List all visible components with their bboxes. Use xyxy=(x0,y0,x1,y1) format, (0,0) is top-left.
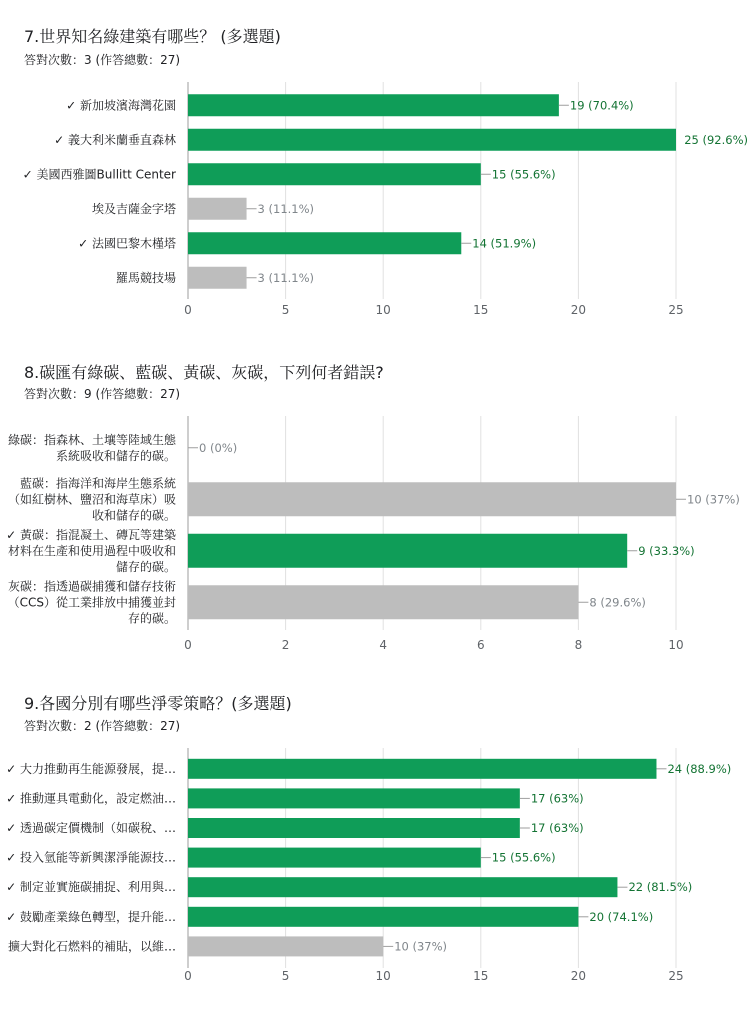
category-label: ✓ 推動運具電動化，設定燃油… xyxy=(6,791,176,806)
data-label: 15 (55.6%) xyxy=(491,167,556,182)
category-label: ✓ 新加坡濱海灣花園 xyxy=(66,98,176,113)
data-label: 3 (11.1%) xyxy=(257,270,315,285)
data-label: 17 (63%) xyxy=(530,821,584,835)
category-label: ✓ 美國西雅圖Bullitt Center xyxy=(22,167,176,182)
x-tick-label: 15 xyxy=(473,303,489,317)
category-label: 系統吸收和儲存的碳。 xyxy=(55,448,176,463)
data-label: 10 (37%) xyxy=(687,492,740,507)
bar xyxy=(188,818,520,838)
category-label: ✓ 法國巴黎木槿塔 xyxy=(78,236,176,251)
bar xyxy=(188,788,520,808)
category-label: ✓ 透過碳定價機制（如碳稅、… xyxy=(6,821,176,835)
x-tick-label: 0 xyxy=(184,969,192,983)
category-label: 擴大對化石燃料的補貼，以維… xyxy=(7,939,176,954)
data-label: 17 (63%) xyxy=(530,791,584,806)
category-label: 灰碳：指透過碳捕獲和儲存技術 xyxy=(7,579,176,594)
x-tick-label: 4 xyxy=(379,638,388,652)
category-label: ✓ 大力推動再生能源發展，提… xyxy=(6,761,176,776)
bar xyxy=(188,936,383,956)
bar xyxy=(188,877,617,897)
x-tick-label: 0 xyxy=(184,303,192,317)
data-label: 0 (0%) xyxy=(199,440,238,455)
x-tick-label: 8 xyxy=(574,638,583,652)
category-label: 羅馬競技場 xyxy=(115,270,176,285)
category-label: 材料在生產和使用過程中吸收和 xyxy=(7,543,176,558)
x-tick-label: 10 xyxy=(375,303,391,317)
category-label: 儲存的碳。 xyxy=(115,559,176,574)
x-tick-label: 25 xyxy=(668,303,684,317)
x-tick-label: 0 xyxy=(184,638,192,652)
question-score: 答對次數：3 (作答總數：27) xyxy=(24,53,181,67)
question-score: 答對次數：9 (作答總數：27) xyxy=(24,387,181,401)
bar xyxy=(188,848,481,868)
bar xyxy=(188,907,578,927)
question-title: 7.世界知名綠建築有哪些？ (多選題) xyxy=(24,27,281,46)
data-label: 10 (37%) xyxy=(394,939,448,954)
data-label: 14 (51.9%) xyxy=(472,236,537,251)
category-label: 存的碳。 xyxy=(127,611,176,626)
x-tick-label: 25 xyxy=(668,969,684,983)
category-label: 收和儲存的碳。 xyxy=(91,508,176,523)
category-label: 綠碳：指森林、土壤等陸域生態 xyxy=(7,432,176,447)
data-label: 15 (55.6%) xyxy=(491,850,556,865)
x-tick-label: 15 xyxy=(473,969,489,983)
x-tick-label: 5 xyxy=(281,969,290,983)
data-label: 24 (88.9%) xyxy=(667,761,732,776)
x-tick-label: 20 xyxy=(570,969,587,983)
category-label: ✓ 義大利米蘭垂直森林 xyxy=(54,132,176,147)
data-label: 8 (29.6%) xyxy=(589,595,646,610)
x-tick-label: 5 xyxy=(281,303,290,317)
category-label: ✓ 制定並實施碳捕捉、利用與… xyxy=(6,880,176,895)
category-label: ✓ 鼓勵產業綠色轉型，提升能… xyxy=(6,909,176,924)
category-label: 藍碳：指海洋和海岸生態系統 xyxy=(19,476,176,491)
category-label: 埃及吉薩金字塔 xyxy=(91,201,176,216)
question-title: 9.各國分別有哪些淨零策略？(多選題) xyxy=(24,694,292,713)
x-tick-label: 20 xyxy=(570,303,587,317)
data-label: 20 (74.1%) xyxy=(589,909,654,924)
bar xyxy=(188,759,656,779)
x-tick-label: 6 xyxy=(476,638,485,652)
data-label: 19 (70.4%) xyxy=(569,98,634,113)
data-label: 9 (33.3%) xyxy=(638,543,695,558)
question-score: 答對次數：2 (作答總數：27) xyxy=(24,719,181,733)
category-label: （如紅樹林、鹽沼和海草床）吸 xyxy=(7,492,176,507)
data-label: 3 (11.1%) xyxy=(257,201,315,216)
data-label: 25 (92.6%) xyxy=(684,132,748,147)
category-label: （CCS）從工業排放中捕獲並封 xyxy=(7,595,176,610)
category-label: ✓ 黃碳：指混凝土、磚瓦等建築 xyxy=(6,527,176,542)
x-tick-label: 2 xyxy=(281,638,290,652)
data-label: 22 (81.5%) xyxy=(628,880,693,895)
category-label: ✓ 投入氫能等新興潔淨能源技… xyxy=(6,850,176,865)
question-title: 8.碳匯有綠碳、藍碳、黃碳、灰碳，下列何者錯誤? xyxy=(24,363,384,382)
x-tick-label: 10 xyxy=(375,969,391,983)
x-tick-label: 10 xyxy=(668,638,684,652)
